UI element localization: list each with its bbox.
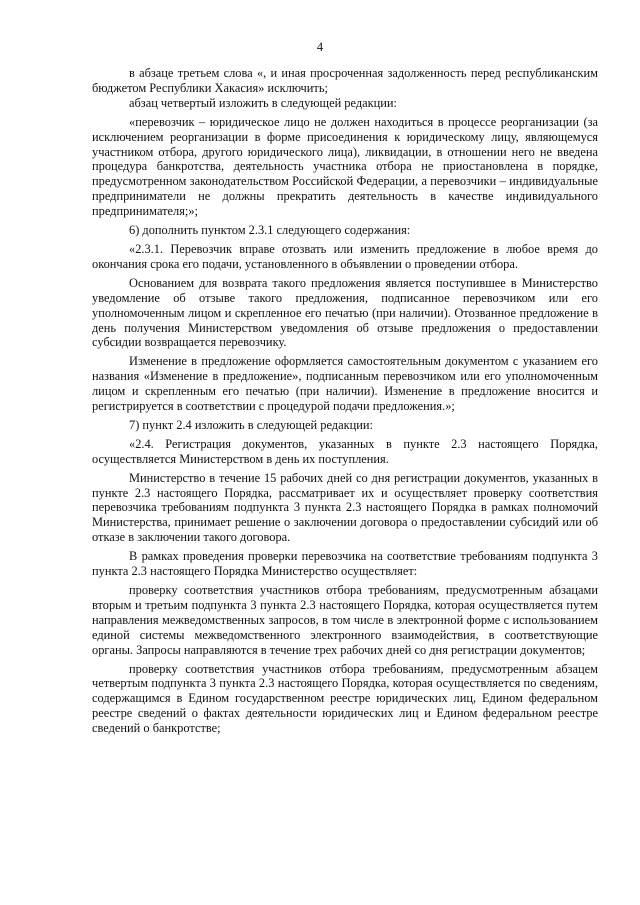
paragraph-4: 6) дополнить пунктом 2.3.1 следующего содержания: bbox=[129, 223, 411, 238]
paragraph-9: «2.4. Регистрация документов, указанных в пункте 2.3 настоящего Порядка, осуществляется Министерством в день их поступления. bbox=[92, 436, 598, 466]
page-number: 4 bbox=[316, 40, 324, 54]
paragraph-1: в абзаце третьем слова «, и иная просроченная задолженность перед республиканским бюджетом Республики Хакасия» исключить; bbox=[92, 66, 598, 95]
paragraph-13: проверку соответствия участников отбора требованиям, предусмотренным абзацем четвертым подпункта 3 пункта 2.3 настоящего Порядка, которая осуществляется по сведениям, содержащимся в Едином государственном реестре юридических лиц, Едином федеральном реестре сведений о фактах деятельности юридических лиц и Едином федеральном реестре сведений о банкротстве; bbox=[92, 661, 598, 736]
paragraph-6: Основанием для возврата такого предложения является поступившее в Министерство уведомление об отзыве такого предложения, подписанное перевозчиком или его уполномоченным лицом и скрепленное его печатью (при наличии). Отозванное предложение в день получения Министерством уведомления об отзыве предложения о предоставлении субсидии возвращается перевозчику. bbox=[92, 275, 598, 350]
paragraph-10: Министерство в течение 15 рабочих дней со дня регистрации документов, указанных в пункте 2.3 настоящего Порядка, рассматривает их и осуществляет проверку соответствия перевозчика требованиям подпункта 3 пункта 2.3 настоящего Порядка в рамках полномочий Министерства, принимает решение о заключении договора о предоставлении субсидий или об отказе в заключении такого договора. bbox=[92, 470, 598, 545]
paragraph-12: проверку соответствия участников отбора требованиям, предусмотренным абзацами вторым и третьим подпункта 3 пункта 2.3 настоящего Порядка, которая осуществляется путем направления межведомственных запросов, в том числе в электронной форме с использованием единой системы межведомственного электронного взаимодействия, в соответствующие органы. Запросы направляются в течение трех рабочих дней со дня регистрации документов; bbox=[92, 583, 598, 657]
paragraph-2: абзац четвертый изложить в следующей редакции: bbox=[129, 95, 397, 110]
document-body bbox=[92, 66, 598, 736]
paragraph-8: 7) пункт 2.4 изложить в следующей редакции: bbox=[129, 417, 373, 432]
paragraph-3: «перевозчик – юридическое лицо не должен находиться в процессе реорганизации (за исключением реорганизации в форме присоединения к юридическому лицу, являющемуся участником отбора, другого юридического лица), ликвидации, в отношении него не введена процедура банкротства, деятельность участника отбора не приостановлена в порядке, предусмотренном законодательством Российской Федерации, а перевозчики – индивидуальные предприниматели не должны прекратить деятельность в качестве индивидуального предпринимателя;»; bbox=[92, 114, 598, 219]
paragraph-7: Изменение в предложение оформляется самостоятельным документом с указанием его названия «Изменение в предложение», подписанным перевозчиком или его уполномоченным лицом и скрепленным его печатью (при наличии). Изменение в предложение вносится и регистрируется в соответствии с процедурой подачи предложения.»; bbox=[92, 354, 598, 414]
paragraph-5: «2.3.1. Перевозчик вправе отозвать или изменить предложение в любое время до окончания срока его подачи, установленного в объявлении о проведении отбора. bbox=[92, 241, 598, 271]
paragraph-11: В рамках проведения проверки перевозчика на соответствие требованиям подпункта 3 пункта 2.3 настоящего Порядка Министерство осуществляет: bbox=[92, 549, 598, 579]
